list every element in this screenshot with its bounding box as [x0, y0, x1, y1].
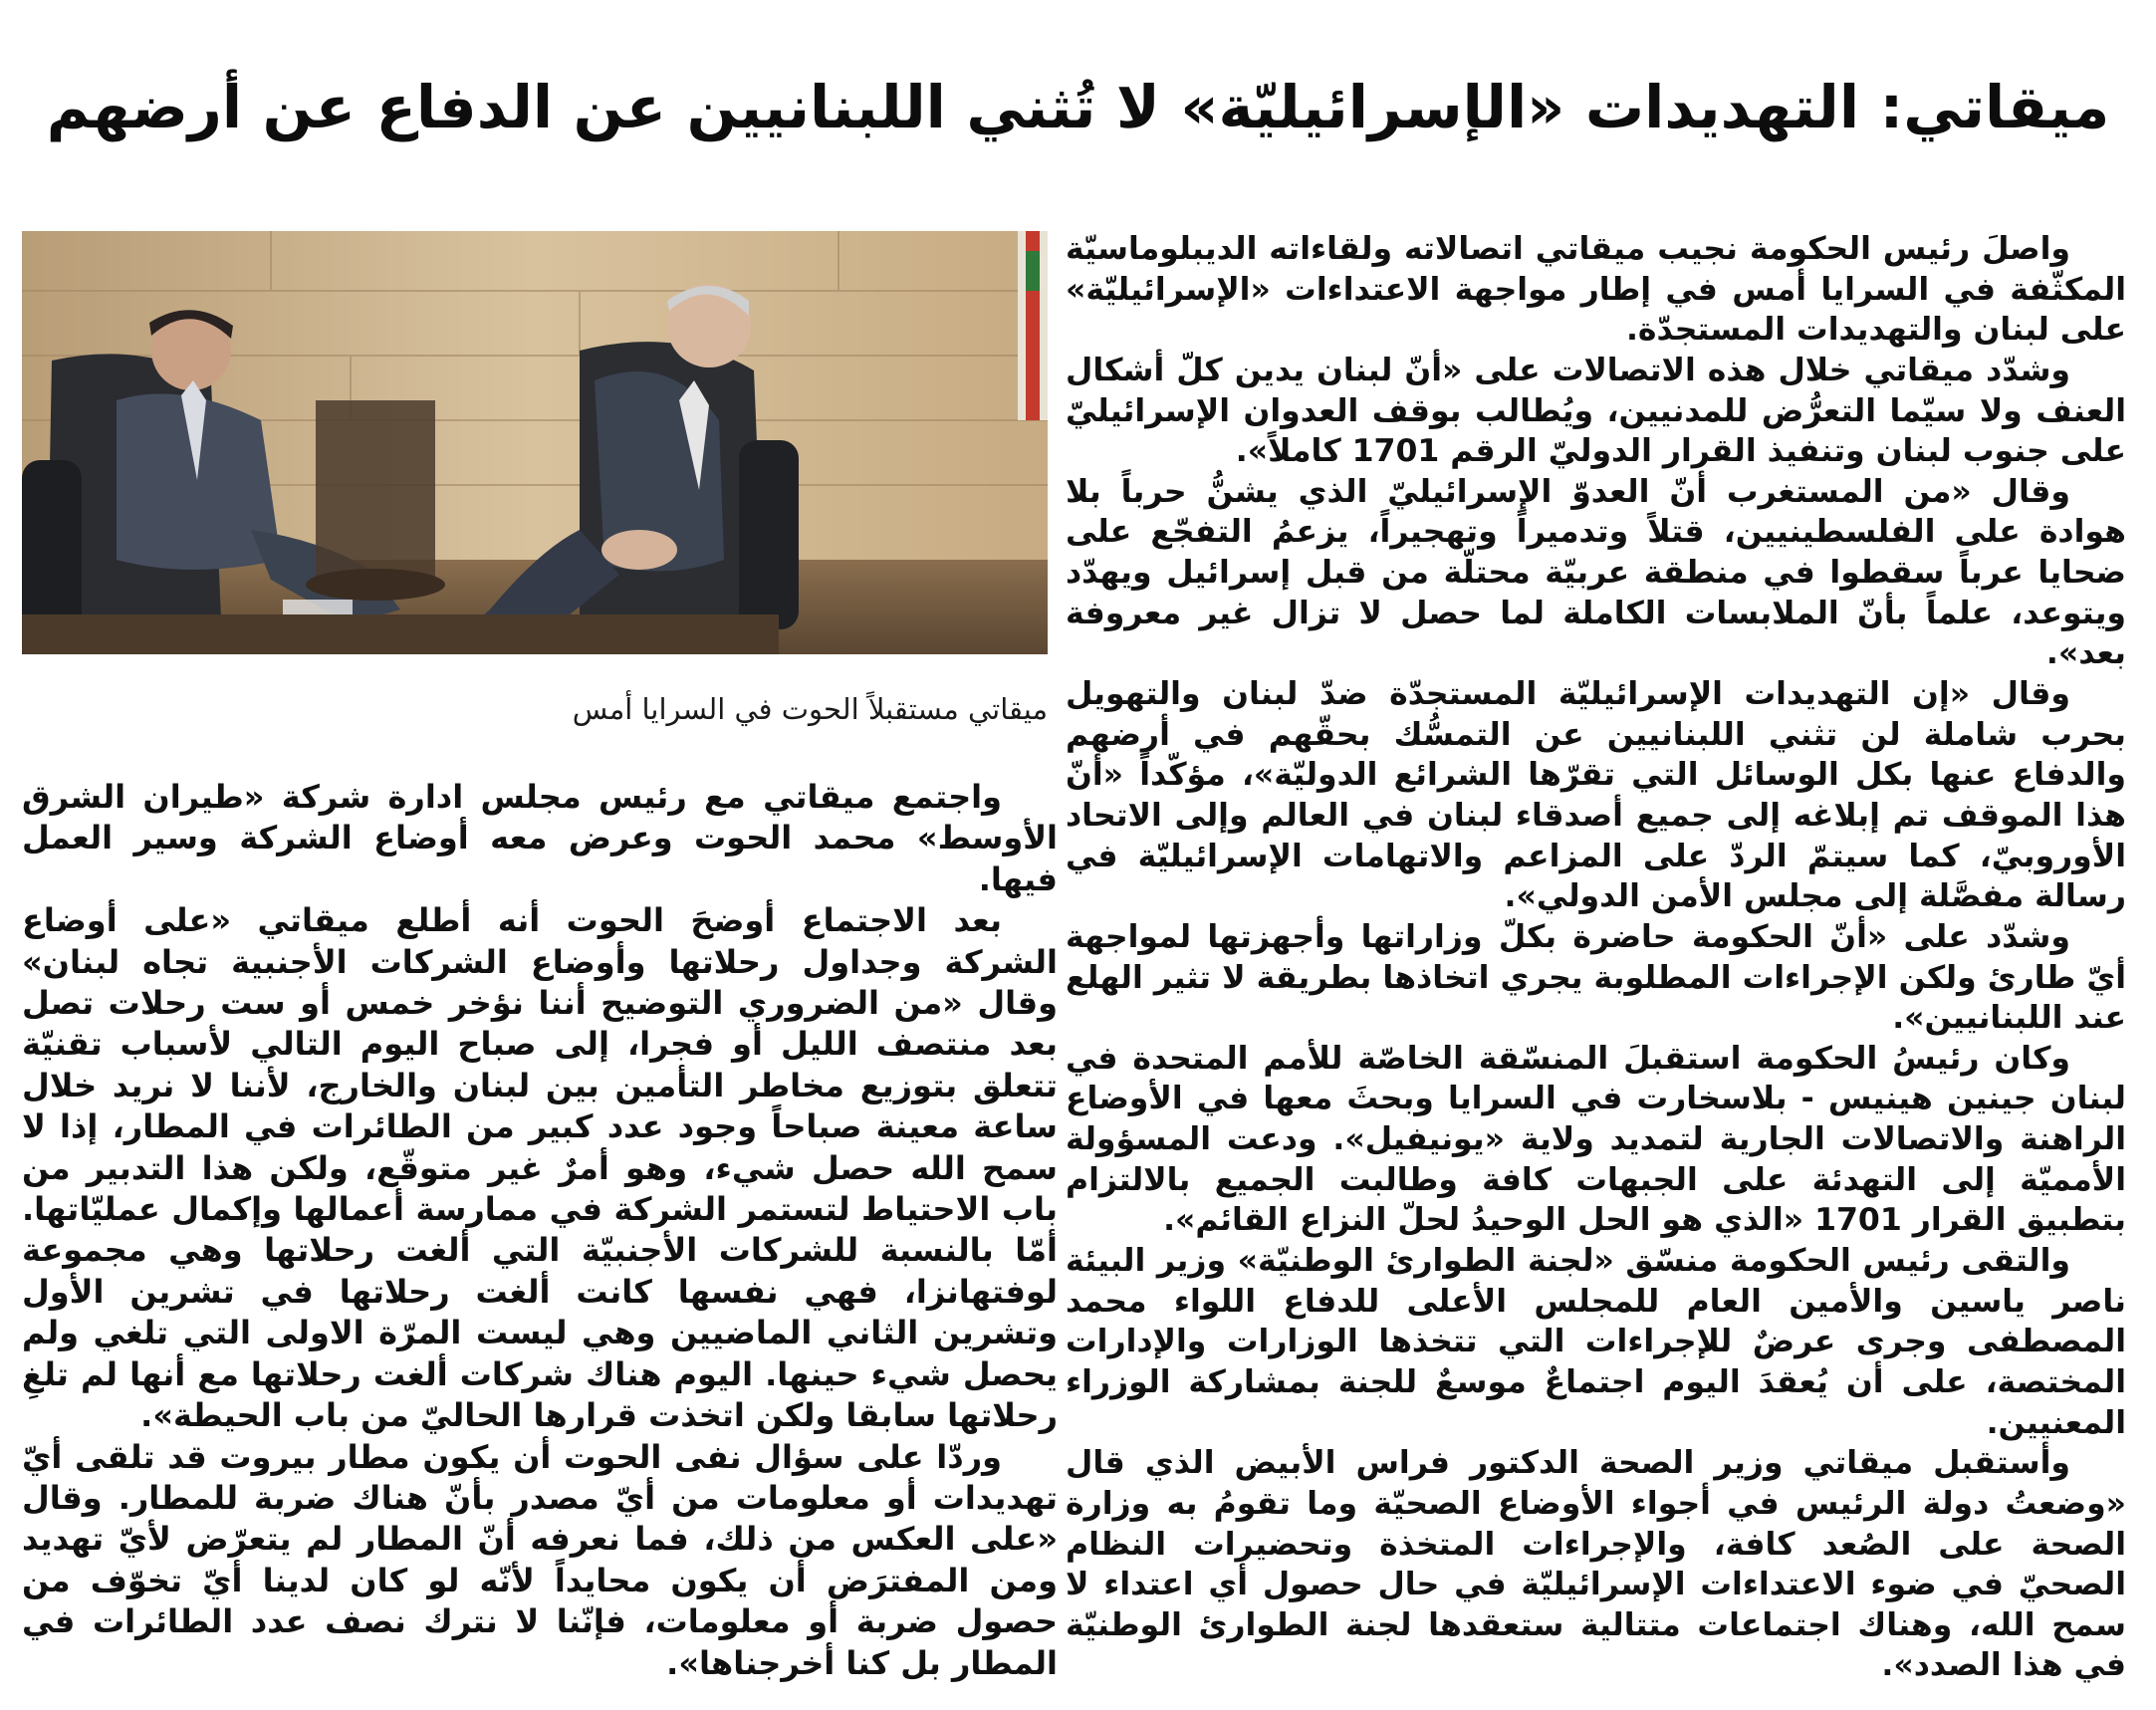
article-column-right [1066, 229, 2126, 1686]
meeting-photo-illustration [22, 231, 1048, 654]
article-paragraph: وشدّد ميقاتي خلال هذه الاتصالات على «أنّ لبنان يدين كلّ أشكال العنف ولا سيّما التعرُّض للمدنيين، ويُطالب بوقف العدوان الإسرائيليّ على جنوب لبنان وتنفيذ القرار الدوليّ الرقم 1701 كاملاً». [1066, 352, 2126, 470]
photo-caption: ميقاتي مستقبلاً الحوت في السرايا أمس [572, 692, 1048, 726]
article-paragraph: واجتمع ميقاتي مع رئيس مجلس ادارة شركة «طيران الشرق الأوسط» محمد الحوت وعرض معه أوضاع الشركة وسير العمل فيها. [22, 778, 1058, 898]
article-paragraph: وشدّد على «أنّ الحكومة حاضرة بكلّ وزاراتها وأجهزتها لمواجهة أيّ طارئ ولكن الإجراءات المطلوبة يجري اتخاذها بطريقة لا تثير الهلع عند اللبنانيين». [1066, 918, 2126, 1037]
article-paragraph: واصلَ رئيس الحكومة نجيب ميقاتي اتصالاته ولقاءاته الديبلوماسيّة المكثّفة في السرايا أمس في إطار مواجهة الاعتداءات «الإسرائيليّة» على لبنان والتهديدات المستجدّة. [1066, 231, 2126, 349]
article-headline: ميقاتي: التهديدات «الإسرائيليّة» لا تُثني اللبنانيين عن الدفاع عن أرضهم [46, 73, 2110, 141]
article-paragraph: وقال «من المستغرب أنّ العدوّ الإسرائيليّ الذي يشنُّ حرباً بلا هوادة على الفلسطينيين، قتلاً وتدميراً وتهجيراً، يزعمُ التفجّع على ضحايا عرباً سقطوا في منطقة عربيّة محتلّة من قبل إسرائيل ويهدّد ويتوعد، علماً بأنّ الملابسات الكاملة لما حصل لا تزال غير معروفة بعد». [1066, 473, 2126, 672]
article-paragraph: وردّا على سؤال نفى الحوت أن يكون مطار بيروت قد تلقى أيّ تهديدات أو معلومات من أيّ مصدر بأنّ هناك ضربة للمطار. وقال «على العكس من ذلك، فما نعرفه أنّ المطار لم يتعرّض لأيّ تهديد ومن المفترَض أن يكون محايداً لأنّه لو كان لدينا أيّ تخوّف من حصول ضربة أو معلومات، فإنّنا لا نترك نصف عدد الطائرات في المطار بل كنا أخرجناها». [22, 1437, 1058, 1682]
article-paragraph: والتقى رئيس الحكومة منسّق «لجنة الطوارئ الوطنيّة» وزير البيئة ناصر ياسين والأمين العام للمجلس الأعلى للدفاع اللواء محمد المصطفى وجرى عرضٌ للإجراءات التي تتخذها الوزارات والإدارات المختصة، على أن يُعقدَ اليوم اجتماعٌ موسعٌ للجنة بمشاركة الوزراء المعنيين. [1066, 1243, 2126, 1441]
article-paragraph: وقال «إن التهديدات الإسرائيليّة المستجدّة ضدّ لبنان والتهويل بحرب شاملة لن تثني اللبنانيين عن التمسُّك بحقّهم في أرضهم والدفاع عنها بكل الوسائل التي تقرّها الشرائع الدوليّة»، مؤكّداً «أنّ هذا الموقف تم إبلاغه إلى جميع أصدقاء لبنان في العالم وإلى الاتحاد الأوروبيّ، كما سيتمّ الردّ على المزاعم والاتهامات الإسرائيليّة في رسالة مفصَّلة إلى مجلس الأمن الدولي». [1066, 676, 2126, 915]
article-paragraph: بعد الاجتماع أوضحَ الحوت أنه أطلع ميقاتي «على أوضاع الشركة وجداول رحلاتها وأوضاع الشركات الأجنبية تجاه لبنان» وقال «من الضروري التوضيح أننا نؤخر خمس أو ست رحلات تصل بعد منتصف الليل أو فجرا، إلى صباح اليوم التالي لأسباب تقنيّة تتعلق بتوزيع مخاطر التأمين بين لبنان والخارج، لأننا لا نريد خلال ساعة معينة صباحاً وجود عدد كبير من الطائرات في المطار، إذا لا سمح الله حصل شيء، وهو أمرٌ غير متوقّع، ولكن هذا التدبير من باب الاحتياط لتستمر الشركة في ممارسة أعمالها وإكمال عمليّاتها. أمّا بالنسبة للشركات الأجنبيّة التي ألغت رحلاتها وهي مجموعة لوفتهانزا، فهي نفسها كانت ألغت رحلاتها في تشرين الأول وتشرين الثاني الماضيين وهي ليست المرّة الاولى التي تلغي ولم يحصل شيء حينها. اليوم هناك شركات ألغت رحلاتها مع أنها لم تلغِ رحلاتها سابقا ولكن اتخذت قرارها الحاليّ من باب الحيطة». [22, 901, 1058, 1435]
article-photo [22, 231, 1048, 654]
article-column-left [22, 777, 1058, 1684]
article-paragraph: وأستقبل ميقاتي وزير الصحة الدكتور فراس الأبيض الذي قال «وضعتُ دولة الرئيس في أجواء الأوضاع الصحيّة وما تقومُ به وزارة الصحة على الصُعد كافة، والإجراءات المتخذة وتحضيرات النظام الصحيّ في ضوء الاعتداءات الإسرائيليّة في حال حصول أي اعتداء لا سمح الله، وهناك اجتماعات متتالية ستعقدها لجنة الطوارئ الوطنيّة في هذا الصدد». [1066, 1445, 2126, 1684]
article-paragraph: وكان رئيسُ الحكومة استقبلَ المنسّقة الخاصّة للأمم المتحدة في لبنان جينين هينيس - بلاسخارت في السرايا وبحثَ معها في الأوضاع الراهنة والاتصالات الجارية لتمديد ولاية «يونيفيل». ودعت المسؤولة الأمميّة إلى التهدئة على الجبهات كافة وطالبت الجميع بالالتزام بتطبيق القرار 1701 «الذي هو الحل الوحيدُ لحلّ النزاع القائم». [1066, 1040, 2126, 1239]
